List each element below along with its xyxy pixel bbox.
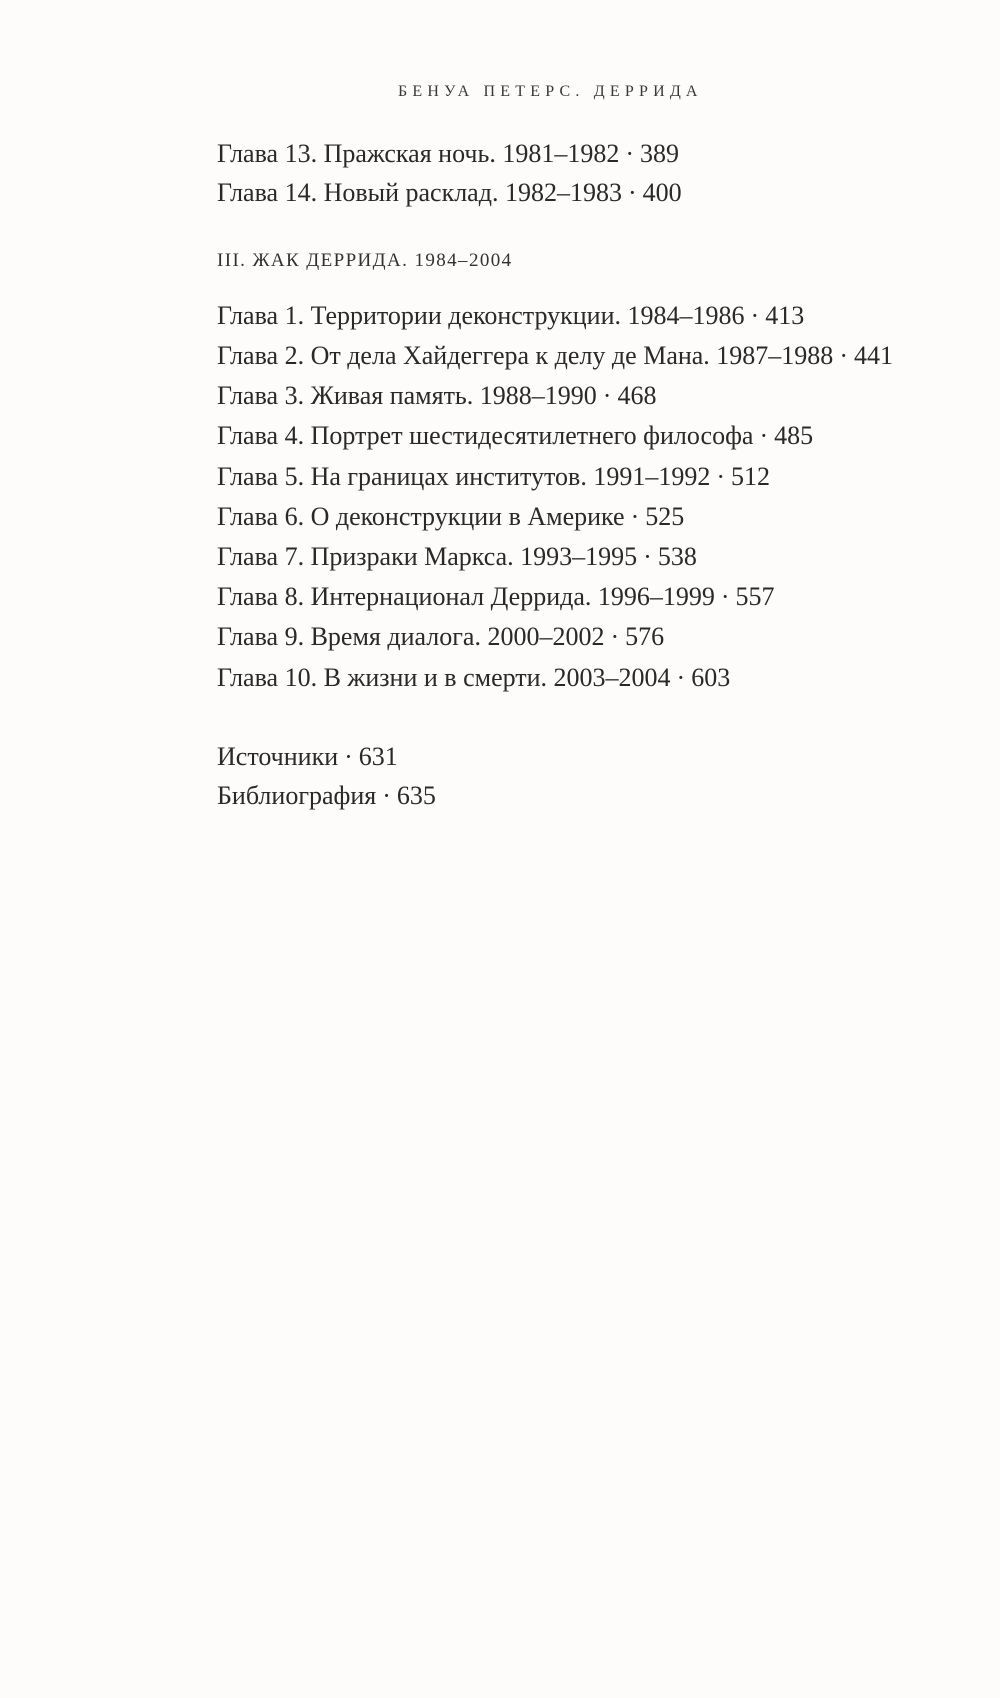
toc-entry-label: Глава 7. Призраки Маркса. 1993–1995 — [217, 542, 638, 571]
toc-separator: · — [344, 742, 353, 771]
toc-separator: · — [382, 781, 391, 810]
toc-separator: · — [750, 301, 760, 330]
toc-entry-label: Глава 3. Живая память. 1988–1990 — [217, 381, 597, 410]
toc-entry-ch13 — [217, 138, 679, 170]
toc-entry-page: 441 — [853, 341, 893, 370]
toc-separator: · — [676, 663, 686, 692]
toc-entry-page: 413 — [765, 301, 805, 330]
running-head: БЕНУА ПЕТЕРС. ДЕРРИДА — [398, 83, 703, 100]
toc-entry-ch6 — [217, 501, 684, 533]
toc-entry-ch1 — [217, 300, 804, 332]
toc-separator: · — [759, 421, 769, 450]
toc-entry-page: 538 — [657, 542, 697, 571]
toc-entry-page: 603 — [691, 663, 731, 692]
toc-entry-label: Глава 14. Новый расклад. 1982–1983 — [217, 178, 622, 207]
toc-entry-page: 400 — [642, 178, 682, 207]
toc-separator: · — [839, 341, 848, 370]
toc-entry-label: Глава 4. Портрет шестидесятилетнего философа — [217, 421, 754, 450]
toc-separator: · — [627, 178, 637, 207]
toc-entry-ch3 — [217, 380, 656, 412]
toc-entry-ch8 — [217, 581, 775, 613]
toc-separator: · — [720, 582, 730, 611]
toc-entry-label: Глава 2. От дела Хайдеггера к делу де Мана. 1987–1988 — [217, 341, 834, 370]
toc-entry-label: Глава 1. Территории деконструкции. 1984–1986 — [217, 301, 745, 330]
toc-entry-label: Глава 6. О деконструкции в Америке — [217, 502, 625, 531]
part-heading: III. ЖАК ДЕРРИДА. 1984–2004 — [217, 250, 513, 271]
toc-separator: · — [602, 381, 612, 410]
toc-entry-page: 389 — [640, 139, 679, 168]
toc-entry-page: 512 — [731, 462, 770, 491]
toc-entry-ch5 — [217, 461, 770, 493]
toc-entry-label: Источники — [217, 742, 339, 771]
toc-entry-page: 468 — [617, 381, 657, 410]
toc-separator: · — [716, 462, 725, 491]
toc-entry-page: 525 — [645, 502, 685, 531]
toc-separator: · — [643, 542, 652, 571]
toc-entry-label: Глава 9. Время диалога. 2000–2002 — [217, 622, 605, 651]
toc-entry-page: 557 — [735, 582, 775, 611]
toc-entry-ch2 — [217, 340, 893, 372]
toc-entry-label: Глава 10. В жизни и в смерти. 2003–2004 — [217, 663, 671, 692]
toc-entry-page: 631 — [358, 742, 398, 771]
toc-separator: · — [630, 502, 640, 531]
toc-separator: · — [625, 139, 634, 168]
toc-entry-label: Библиография — [217, 781, 377, 810]
toc-entry-ch10 — [217, 662, 730, 694]
toc-entry-label: Глава 8. Интернационал Деррида. 1996–1999 — [217, 582, 715, 611]
toc-entry-ch14 — [217, 177, 682, 209]
toc-entry-ch4 — [217, 420, 813, 452]
toc-entry-ch7 — [217, 541, 697, 573]
toc-entry-bibliography — [217, 780, 436, 812]
toc-entry-label: Глава 13. Пражская ночь. 1981–1982 — [217, 139, 620, 168]
toc-entry-label: Глава 5. На границах институтов. 1991–1992 — [217, 462, 711, 491]
toc-entry-page: 485 — [774, 421, 814, 450]
toc-entry-page: 576 — [625, 622, 665, 651]
toc-entry-sources — [217, 741, 398, 773]
toc-separator: · — [610, 622, 620, 651]
toc-entry-page: 635 — [396, 781, 436, 810]
toc-entry-ch9 — [217, 621, 664, 653]
